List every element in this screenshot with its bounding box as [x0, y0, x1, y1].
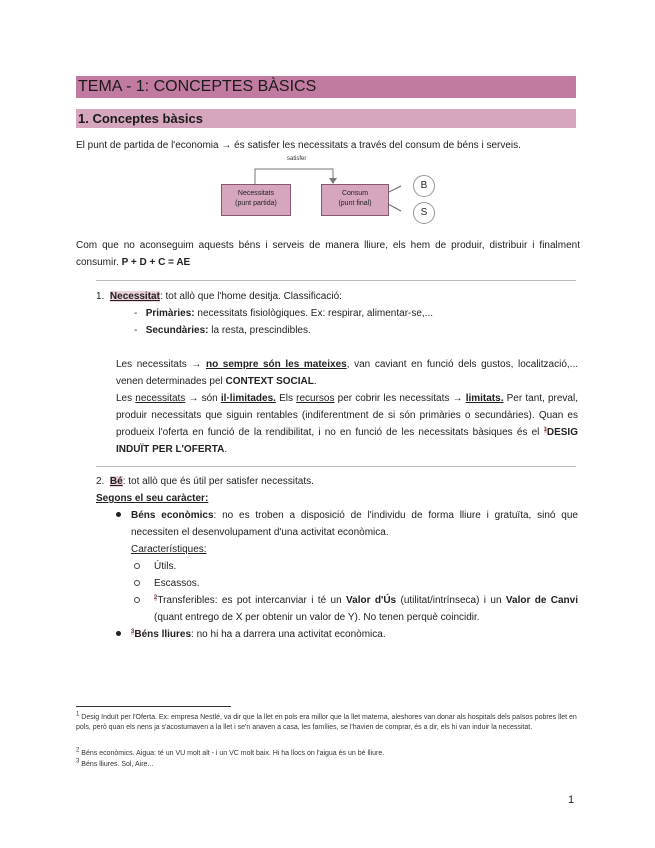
page-number: 1 [568, 794, 575, 806]
primaries-text: necessitats fisiològiques. Ex: respirar, alimentar-se,... [194, 308, 434, 319]
bens-circle: B [413, 175, 435, 197]
transf-text-1: Transferibles: es pot intercanviar i té un [157, 595, 347, 606]
bens-economics-text: : no es troben a disposició de l'individu de forma lliure i gratuïta, sinó que necessiten el desenvolupament d'una activitat econòmica. [131, 510, 578, 538]
serveis-circle: S [413, 202, 435, 224]
lim-text-1: Les [116, 393, 136, 404]
caracteristiques-text: Característiques: [131, 544, 207, 555]
box1-line1: Necessitats [237, 190, 275, 197]
lim-limitats: limitats. [465, 393, 504, 404]
secundaries-term: Secundàries: [145, 325, 209, 336]
box2-line2: (punt final) [338, 200, 372, 207]
bens-economics [131, 507, 578, 541]
secundaries-text: la resta, prescindibles. [208, 325, 311, 336]
footnote-2-text: Béns econòmics. Aigua: té un VU molt alt - i un VC molt baix. Hi ha llocs on l'aigua és un bé lliure. [79, 750, 385, 757]
limits-paragraph [116, 390, 578, 458]
diagram [215, 156, 445, 224]
segons-heading [96, 490, 208, 507]
divider [96, 280, 576, 281]
lim-recursos: recursos [296, 393, 335, 404]
necessitat-term: Necessitat [109, 291, 160, 302]
bullet-icon [116, 631, 121, 636]
sub-primaries: - Primàries: necessitats fisiològiques. Ex: respirar, alimentar-se,... [134, 308, 434, 319]
lim-text-5: Per tant, preval, produir necessitats que siguin rentables (indiferentment de si són primàries o secundàries). Quan es produeix l'oferta en funció de la rendibilitat, i no en funció de les necessitats bàsiques és el [116, 393, 578, 438]
circle-bullet-icon [134, 597, 140, 603]
footnote-1-number: 1 [76, 711, 80, 718]
circle-bullet-icon [134, 563, 140, 569]
production-paragraph [76, 237, 580, 271]
title-banner [76, 76, 576, 98]
footnote-3 [76, 760, 578, 770]
ctx-emph: no sempre són les mateixes [205, 359, 347, 370]
footnote-1-text: Desig Induït per l'Oferta. Ex: empresa Nestlé, va dir que la llet en pols era millor que la llet materna, aleshores van donar als hospitals dels països pobres llet en pols, però quan els nens ja s'acostumaven a la llet i se'n anaven a casa, les famílies, se l'havien de comprar, és a dir, els hi van induir la necessitat. [76, 714, 577, 731]
divider-2 [96, 466, 576, 467]
caracteristiques-heading [131, 541, 207, 558]
lim-text-6: . [224, 444, 228, 455]
page-title: TEMA - 1: CONCEPTES BÀSICS [78, 78, 317, 95]
box2-line1: Consum [341, 190, 369, 197]
consum-box [321, 184, 389, 216]
bens-lliures-text: : no hi ha a darrera una activitat econòmica. [191, 629, 386, 640]
primaries-term: Primàries: [145, 308, 195, 319]
valor-canvi: Valor de Canvi [505, 595, 578, 606]
footnote-1 [76, 713, 578, 733]
arrow-label: satisfer [287, 156, 307, 162]
formula: P + D + C = AE [121, 257, 191, 268]
circle-bullet-icon [134, 580, 140, 586]
footnote-2-number: 2 [76, 747, 80, 754]
bullet-icon [116, 512, 121, 517]
necessitats-box [221, 184, 291, 216]
bens-lliures [131, 626, 578, 643]
bens-economics-term: Béns econòmics [131, 510, 214, 521]
box1-line2: (punt partida) [235, 200, 277, 207]
section-heading: 1. Conceptes bàsics [78, 111, 203, 126]
caract-transferibles [154, 592, 578, 626]
footnote-ref-2[interactable]: 2 [154, 594, 158, 601]
be-item [96, 473, 576, 490]
caract-escassos: Escassos. [154, 578, 200, 589]
lim-necessitats: necessitats [135, 393, 186, 404]
ctx-social: CONTEXT SOCIAL [225, 376, 314, 387]
caract-utils: Útils. [154, 561, 177, 572]
context-paragraph [116, 356, 578, 390]
item1-number: 1. [96, 291, 105, 302]
sub-secundaries: - Secundàries: la resta, prescindibles. [134, 325, 311, 336]
lim-illimitades: il·limitades. [220, 393, 276, 404]
footnote-2 [76, 749, 578, 759]
necessitat-item [96, 288, 576, 305]
segons-text: Segons el seu caràcter: [96, 493, 209, 504]
desig-induit: DESIG INDUÏT PER L'OFERTA [116, 427, 578, 455]
be-term: Bé [109, 476, 123, 487]
valor-us: Valor d'Ús [346, 595, 397, 606]
be-definition: : tot allò que és útil per satisfer necessitats. [122, 476, 314, 487]
ctx-text-2: , van caviant en funció dels gustos, localització,... venen determinades pel [116, 359, 578, 387]
footnote-3-number: 3 [76, 758, 80, 765]
production-text: Com que no aconseguim aquests béns i serveis de manera lliure, els hem de produir, distribuir i finalment consumir. [76, 240, 580, 268]
lim-text-4: per cobrir les necessitats → [334, 393, 466, 404]
item2-number: 2. [96, 476, 105, 487]
section-banner [76, 109, 576, 128]
ctx-text-1: Les necessitats → [116, 359, 206, 370]
footnote-ref-1[interactable]: 1 [543, 426, 547, 433]
footnote-ref-3[interactable]: 3 [131, 628, 135, 635]
ctx-text-3: . [313, 376, 317, 387]
transf-text-2: (utilitat/intrínseca) i un [396, 595, 506, 606]
lim-text-3: Els [275, 393, 297, 404]
bens-lliures-term: Béns lliures [134, 629, 192, 640]
footnote-3-text: Béns lliures. Sol, Aire... [79, 761, 154, 768]
footnote-separator [76, 706, 231, 707]
intro-paragraph: El punt de partida de l'economia → és satisfer les necessitats a través del consum de béns i serveis. [76, 140, 521, 151]
lim-text-2: → són [185, 393, 221, 404]
necessitat-definition: : tot allò que l'home desitja. Classificació: [159, 291, 342, 302]
transf-text-3: (quant entrego de X per obtenir un valor de Y). No tenen perquè coincidir. [154, 612, 480, 623]
